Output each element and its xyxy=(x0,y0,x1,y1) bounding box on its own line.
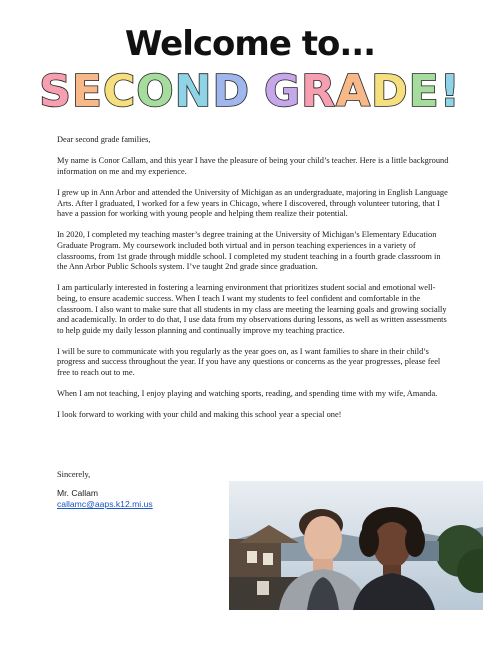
banner-letter: ! xyxy=(439,66,461,117)
banner-letter: R xyxy=(301,66,337,117)
teacher-photo xyxy=(229,481,483,610)
banner-letter: E xyxy=(71,66,103,117)
photo-illustration xyxy=(229,481,483,610)
greeting: Dear second grade families, xyxy=(57,135,151,144)
banner-letter: C xyxy=(102,66,137,117)
paragraph-communication: I will be sure to communicate with you regularly as the year goes on, as I want families to share in their child’s progress and success throughout the year. If you have any questions or concerns as the year progresses, please feel free to reach out to me. xyxy=(57,346,441,378)
letter-body xyxy=(57,135,449,432)
banner-letter: D xyxy=(212,66,251,117)
paragraph-intro: My name is Conor Callam, and this year I have the pleasure of being your child’s teacher. Here is a little background information on me and my experience. xyxy=(57,156,449,176)
paragraph-training: In 2020, I completed my teaching master’s degree training at the University of Michigan’s Elementary Education Graduate Program. My coursework included both virtual and in person teaching experiences in a variety of classrooms, from 1st grade through middle school. I completed my student teaching in a fourth grade classroom in the Ann Arbor Public Schools system. I’ve taught 2nd grade since graduation. xyxy=(57,230,441,272)
email-link[interactable]: callamc@aaps.k12.mi.us xyxy=(57,499,153,509)
banner-letter: S xyxy=(39,66,72,117)
paragraph-philosophy: I am particularly interested in fostering a learning environment that prioritizes student social and emotional well-being, to ensure academic success. When I teach I want my students to feel confident and comfortable in the classroom. I also want to make sure that all students in my class are meeting the learning goals and growing socially and academically. In order to do that, I use data from my observations during lessons, as well as written assessments to help guide my daily lesson planning and continually improve my teaching practice. xyxy=(57,283,447,335)
closing-line: Sincerely, xyxy=(57,470,91,479)
welcome-heading: Welcome to... xyxy=(124,24,376,64)
banner-letter: A xyxy=(336,66,372,117)
banner-letter: E xyxy=(408,66,440,117)
banner-letter: G xyxy=(264,66,302,117)
paragraph-personal: When I am not teaching, I enjoy playing and watching sports, reading, and spending time with my wife, Amanda. xyxy=(57,389,438,399)
paragraph-background: I grew up in Ann Arbor and attended the University of Michigan as an undergraduate, majoring in English Language Arts. After I graduated, I worked for a few years in Chicago, where I discovered, through volunteer tutoring, that I have a passion for working with young people and helping them realize their potential. xyxy=(57,187,448,219)
signature-name: Mr. Callam xyxy=(57,488,99,498)
banner-letter: D xyxy=(371,66,409,117)
paragraph-closing: I look forward to working with your child and making this school year a special one! xyxy=(57,410,342,420)
banner-letter: O xyxy=(136,66,175,117)
banner-letter: N xyxy=(174,66,213,117)
second-grade-banner xyxy=(0,66,500,118)
